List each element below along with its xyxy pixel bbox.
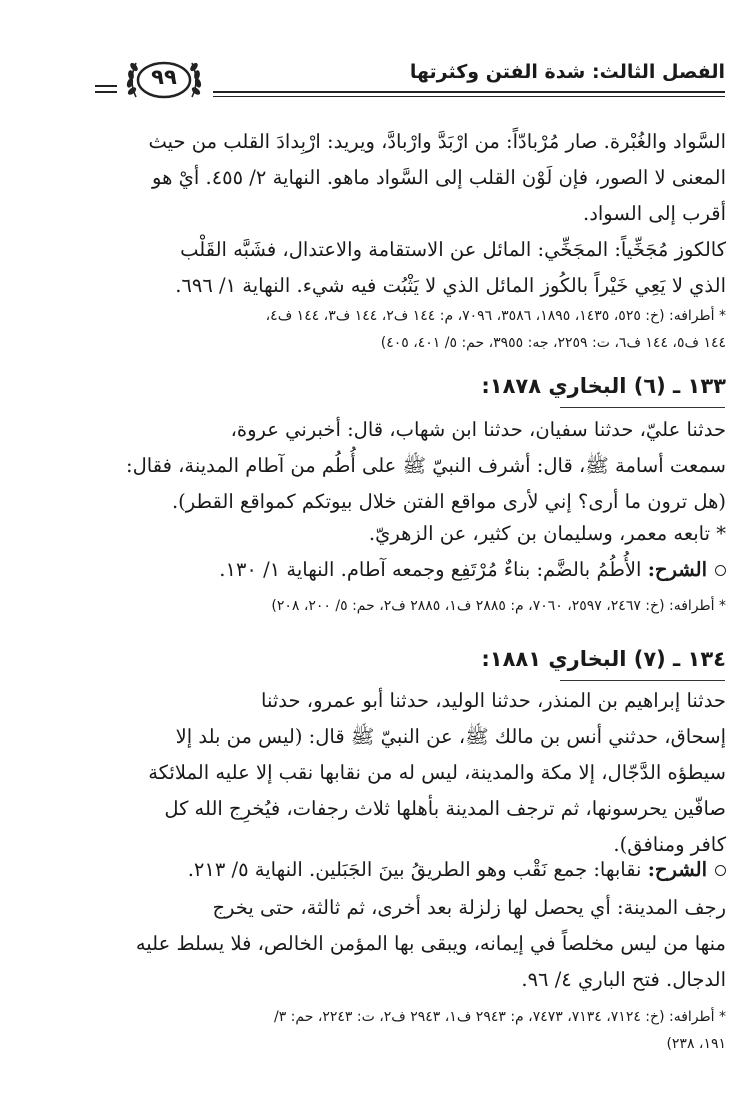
rajf-explanation <box>90 890 726 998</box>
text-line: سمعت أسامة ﷺ، قال: أشرف النبيّ ﷺ على أُطُم من آطام المدينة، فقال: <box>126 454 726 477</box>
kuz-explanation <box>90 232 726 304</box>
text-line: أقرب إلى السواد. <box>583 202 726 225</box>
sharh-134 <box>90 852 726 888</box>
text-line: (هل ترون ما أرى؟ إني لأرى مواقع الفتن خلال بيوتكم كمواقع القطر). <box>171 490 726 513</box>
circle-bullet-icon <box>715 565 726 576</box>
sharh-label: الشرح: <box>647 858 707 881</box>
text-line: كافر ومنافق). <box>613 833 726 856</box>
hadith-text-133 <box>90 412 726 520</box>
header-rule-thin <box>213 96 725 97</box>
hadith-heading-133: ١٣٣ ـ (٦) البخاري ١٨٧٨: <box>481 374 726 398</box>
text-line: الدجال. فتح الباري ٤/ ٩٦. <box>521 968 726 991</box>
footnote-line: ١٤٤ ف٥، ١٤٤ ف٦، ت: ٢٢٥٩، جه: ٣٩٥٥، حم: ٥/ ٤٠١، ٤٠٥) <box>380 335 726 351</box>
text-line: منها من ليس مخلصاً في إيمانه، ويبقى بها المؤمن الخالص، فلا يسلط عليه <box>135 932 726 955</box>
circle-bullet-icon <box>715 865 726 876</box>
footnote-references <box>90 303 726 357</box>
sharh-133 <box>90 552 726 588</box>
footnote-line: * أطرافه: (خ: ٧١٢٤، ٧١٣٤، ٧٤٧٣، م: ٢٩٤٣ ف١، ٢٩٤٣ ف٢، ت: ٢٢٤٣، حم: ٣/ <box>273 1009 726 1025</box>
page-header <box>95 55 725 105</box>
hadith-heading-134: ١٣٤ ـ (٧) البخاري ١٨٨١: <box>481 647 726 671</box>
text-line: السَّواد والغُبْرة. صار مُرْبادّاً: من ارْبَدَّ وارْبادَّ، ويريد: ارْبِدادَ القلب من حيث <box>148 130 726 153</box>
text-line: صافّين يحرسونها، ثم ترجف المدينة بأهلها ثلاث رجفات، فيُخرِج الله كل <box>164 797 726 820</box>
sharh-label: الشرح: <box>647 558 707 581</box>
heading-underline <box>560 680 725 681</box>
hadith-text-134 <box>90 683 726 863</box>
header-dash <box>95 85 117 87</box>
footnote-references <box>90 1004 726 1058</box>
heading-underline <box>560 407 725 408</box>
text-line: إسحاق، حدثني أنس بن مالك ﷺ، عن النبيّ ﷺ قال: (ليس من بلد إلا <box>175 725 726 748</box>
sharh-text: نقابها: جمع نَقْب وهو الطريقُ بينَ الجَبَلين. النهاية ٥/ ٢١٣. <box>187 858 648 881</box>
chapter-title: الفصل الثالث: شدة الفتن وكثرتها <box>409 61 725 83</box>
text-line: حدثنا عليّ، حدثنا سفيان، حدثنا ابن شهاب، قال: أخبرني عروة، <box>230 418 726 441</box>
explanation-paragraph <box>90 124 726 232</box>
header-rule <box>213 91 725 93</box>
text-line: حدثنا إبراهيم بن المنذر، حدثنا الوليد، حدثنا أبو عمرو، حدثنا <box>261 689 726 712</box>
text-line: الذي لا يَعِي خَيْراً بالكُوز المائل الذي لا يَثْبُت فيه شيء. النهاية ١/ ٦٩٦. <box>175 274 726 297</box>
page-number: ٩٩ <box>151 65 177 89</box>
footnote-references <box>90 593 726 620</box>
text-line: سيطؤه الدَّجّال، إلا مكة والمدينة، ليس له من نقابها نقب إلا عليه الملائكة <box>148 761 726 784</box>
footnote-line: * أطرافه: (خ: ٥٢٥، ١٤٣٥، ١٨٩٥، ٣٥٨٦، ٧٠٩٦، م: ١٤٤ ف٢، ١٤٤ ف٣، ١٤٤ ف٤، <box>265 308 726 324</box>
follow-up-note: * تابعه معمر، وسليمان بن كثير، عن الزهريّ. <box>368 522 726 545</box>
sharh-text: الأُطُمُ بالضَّم: بناءٌ مُرْتَفِع وجمعه آطام. النهاية ١/ ١٣٠. <box>219 558 648 581</box>
text-line: رجف المدينة: أي يحصل لها زلزلة بعد أخرى، ثم ثالثة، حتى يخرج <box>212 896 726 919</box>
text-line: كالكوز مُجَخِّياً: المجَخِّي: المائل عن الاستقامة والاعتدال، فشَبَّه القَلْب <box>180 238 726 261</box>
footnote-line: * أطرافه: (خ: ٢٤٦٧، ٢٥٩٧، ٧٠٦٠، م: ٢٨٨٥ ف١، ٢٨٨٥ ف٢، حم: ٥/ ٢٠٠، ٢٠٨) <box>271 598 726 614</box>
text-line: المعنى لا الصور، فإن لَوْن القلب إلى السَّواد ماهو. النهاية ٢/ ٤٥٥. أيْ هو <box>152 166 726 189</box>
header-dash <box>95 91 117 93</box>
footnote-line: ١٩١، ٢٣٨) <box>666 1036 726 1052</box>
